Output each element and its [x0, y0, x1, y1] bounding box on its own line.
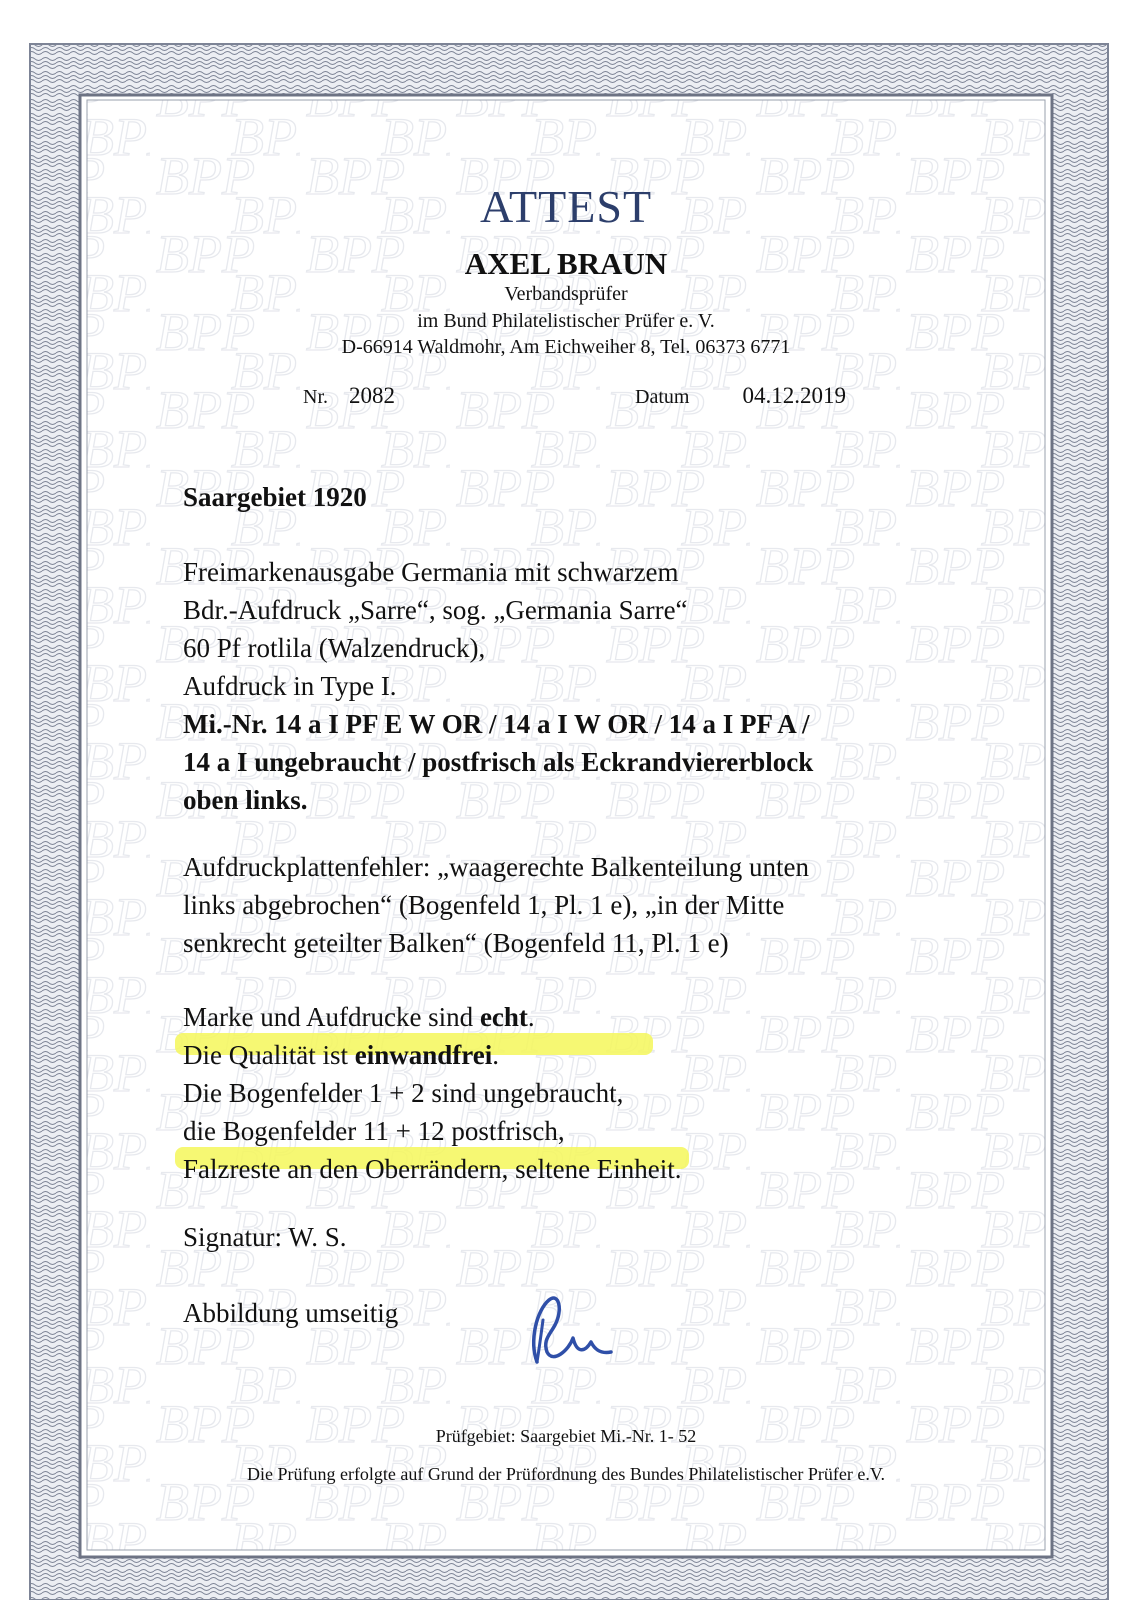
verdict-line: Falzreste an den Oberrändern, seltene Einheit. [183, 1154, 682, 1184]
subject-heading: Saargebiet 1920 [183, 482, 367, 512]
verdict-text: Marke und Aufdrucke sind [183, 1002, 480, 1032]
document-title: ATTEST [479, 181, 653, 232]
examiner-name: AXEL BRAUN [464, 246, 668, 281]
verdict-line: Die Bogenfelder 1 + 2 sind ungebraucht, [183, 1078, 624, 1108]
verdict-echt: echt [479, 1002, 528, 1032]
number-label: Nr. [303, 386, 328, 408]
association-name: im Bund Philatelistischer Prüfer e. V. [417, 310, 715, 332]
certificate-body [87, 100, 1045, 1550]
subject-description [183, 553, 1033, 819]
scope-footer: Prüfgebiet: Saargebiet Mi.-Nr. 1- 52 [435, 1426, 697, 1446]
number-value: 2082 [349, 383, 395, 408]
description-line: Bdr.-Aufdruck „Sarre“, sog. „Germania Sarre“ [183, 595, 688, 625]
catalog-line: 14 a I ungebraucht / postfrisch als Eckrandviererblock [183, 747, 814, 777]
examiner-role: Verbandsprüfer [504, 283, 628, 305]
certificate-number [303, 383, 395, 409]
legal-footer: Die Prüfung erfolgte auf Grund der Prüfordnung des Bundes Philatelistischer Prüfer e.V. [246, 1464, 886, 1484]
description-line: Freimarkenausgabe Germania mit schwarzem [183, 557, 679, 587]
verdict-line [183, 998, 1033, 1036]
catalog-line: oben links. [183, 785, 308, 815]
image-note: Abbildung umseitig [183, 1298, 399, 1328]
verdict-line: die Bogenfelder 11 + 12 postfrisch, [183, 1116, 565, 1146]
description-line: 60 Pf rotlila (Walzendruck), [183, 633, 486, 663]
error-line: senkrecht geteilter Balken“ (Bogenfeld 11, Pl. 1 e) [183, 928, 729, 958]
handwritten-signature [507, 1280, 617, 1380]
certificate-date [635, 383, 846, 409]
plate-errors [183, 848, 1033, 962]
signature-label: Signatur: W. S. [183, 1222, 347, 1252]
date-value: 04.12.2019 [742, 383, 846, 408]
verdict-quality: einwandfrei [354, 1040, 493, 1070]
verdict-punct: . [527, 1002, 535, 1032]
verdict-punct: . [492, 1040, 499, 1070]
verdict-text: Die Qualität ist [183, 1040, 355, 1070]
verdict [183, 998, 1033, 1188]
verdict-line [183, 1036, 1033, 1074]
description-line: Aufdruck in Type I. [183, 671, 397, 701]
error-line: links abgebrochen“ (Bogenfeld 1, Pl. 1 e), „in der Mitte [183, 890, 785, 920]
date-label: Datum [635, 386, 690, 408]
catalog-line: Mi.-Nr. 14 a I PF E W OR / 14 a I W OR / 14 a I PF A / [183, 709, 810, 739]
error-line: Aufdruckplattenfehler: „waagerechte Balkenteilung unten [183, 852, 809, 882]
examiner-address: D-66914 Waldmohr, Am Eichweiher 8, Tel. 06373 6771 [341, 336, 791, 358]
